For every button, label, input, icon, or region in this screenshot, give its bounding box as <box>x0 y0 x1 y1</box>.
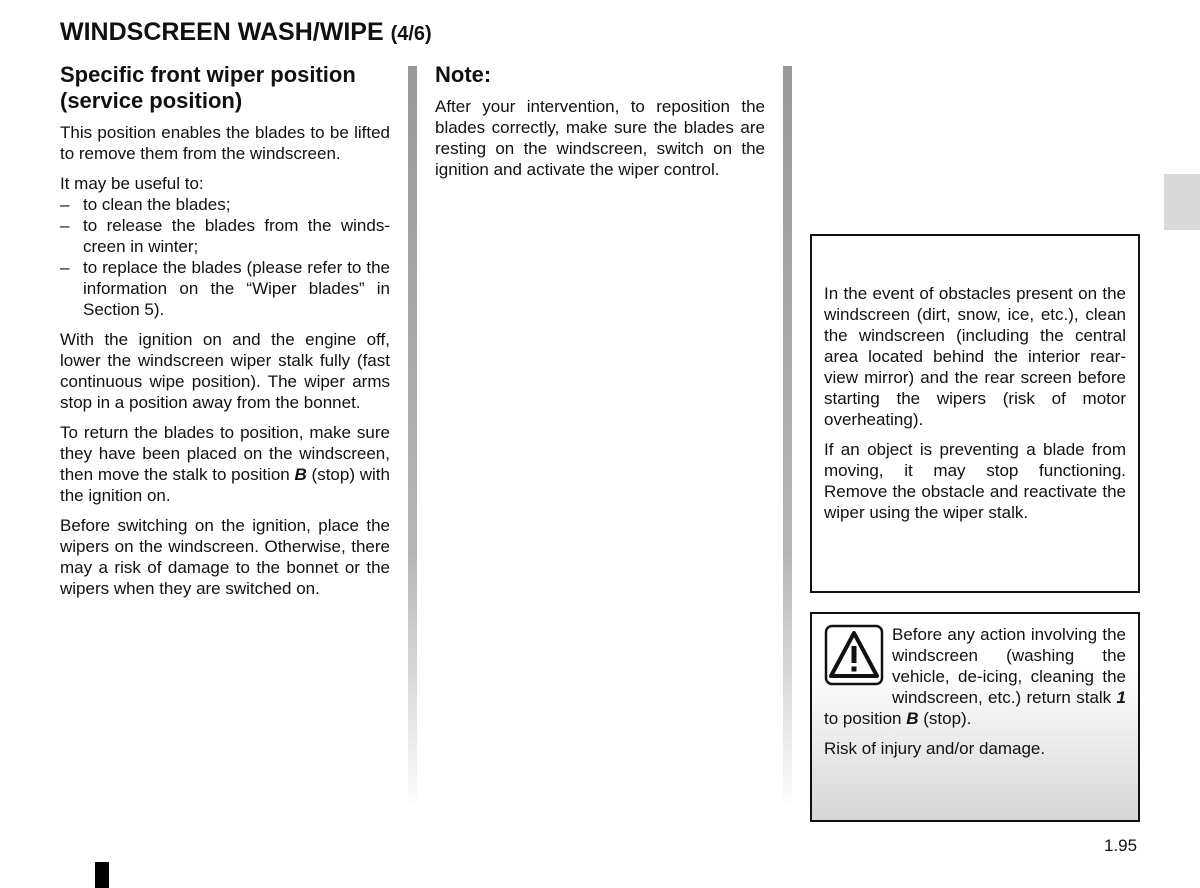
section-heading: Specific front wiper position (service position) <box>60 62 356 113</box>
warning-risk-paragraph: Risk of injury and/or damage. <box>824 739 1046 758</box>
obstacles-notice-box <box>810 234 1140 593</box>
page-title <box>60 18 432 47</box>
note-heading: Note: <box>435 62 492 87</box>
footer-marker-bar <box>95 862 109 888</box>
list-item: – to release the blades from the windscreen in winter; <box>60 215 390 257</box>
warning-box <box>810 612 1140 822</box>
note-section <box>435 62 765 189</box>
paragraph-return-blades: To return the blades to position, make sure they have been placed on the windscreen, then move the stalk to position B (stop) with the ignition on. <box>60 423 390 505</box>
list-item: – to clean the blades; <box>60 194 390 215</box>
page-title-text: WINDSCREEN WASH/WIPE <box>60 18 384 46</box>
column-divider <box>783 66 792 811</box>
page-part-indicator: (4/6) <box>390 23 432 45</box>
notice-paragraph: In the event of obstacles present on the windscreen (dirt, snow, ice, etc.), clean the windscreen (including the central area located behind the interior rear-view mirror) and the rear screen before starting the wipers (risk of motor overheating). <box>824 284 1126 429</box>
column-divider <box>408 66 417 811</box>
uses-list <box>60 194 390 320</box>
warning-paragraph: Before any action involving the windscreen (washing the vehicle, de-icing, cleaning the windscreen, etc.) return stalk 1 to position B (stop). <box>824 625 1126 728</box>
paragraph-useful-to: It may be useful to: <box>60 174 204 193</box>
stalk-number-label: 1 <box>1116 688 1126 707</box>
position-b-label: B <box>294 465 307 484</box>
note-paragraph: After your intervention, to reposition the blades correctly, make sure the blades are resting on the windscreen, switch on the ignition and activate the wiper control. <box>435 97 765 179</box>
notice-paragraph: If an object is preventing a blade from moving, it may stop functioning. Remove the obstacle and reactivate the wiper using the wiper stalk. <box>824 440 1126 522</box>
warning-triangle-icon <box>824 624 884 686</box>
paragraph-lower-stalk: With the ignition on and the engine off, lower the windscreen wiper stalk fully (fast continuous wipe position). The wiper arms stop in a position away from the bonnet. <box>60 330 390 412</box>
page-number: 1.95 <box>1104 836 1138 855</box>
service-position-section <box>60 62 390 608</box>
section-tab-marker <box>1164 174 1200 230</box>
paragraph-intro: This position enables the blades to be lifted to remove them from the windscreen. <box>60 123 390 163</box>
list-item: – to replace the blades (please refer to the information on the “Wiper blades” in Section 5). <box>60 257 390 320</box>
position-b-label: B <box>906 709 919 728</box>
paragraph-before-ignition: Before switching on the ignition, place the wipers on the windscreen. Otherwise, there may a risk of damage to the bonnet or the wipers when they are switched on. <box>60 516 390 598</box>
